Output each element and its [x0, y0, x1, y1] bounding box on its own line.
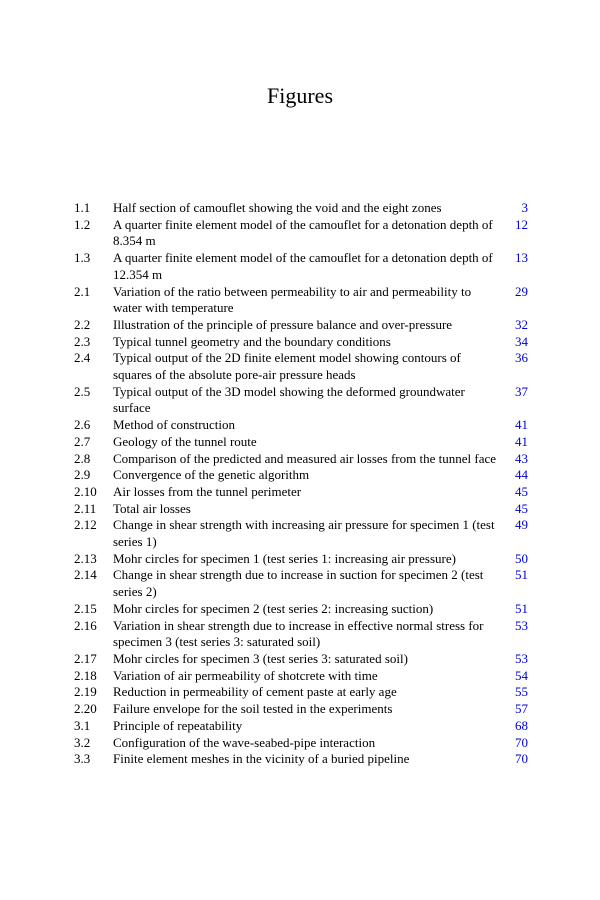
page-number-link[interactable]: 29	[515, 283, 528, 299]
page-number-link[interactable]: 51	[515, 567, 528, 583]
figure-caption: Principle of repeatability	[113, 717, 243, 733]
page-number-link[interactable]: 37	[515, 383, 528, 399]
page-number-link[interactable]: 41	[515, 417, 528, 433]
figure-caption: Change in shear strength with increasing air pressure for specimen 1 (test series 1)	[113, 517, 495, 550]
page-number-link[interactable]: 45	[515, 483, 528, 499]
figure-entry	[74, 484, 528, 501]
figure-caption: Finite element meshes in the vicinity of a buried pipeline	[113, 751, 410, 767]
page-number-link[interactable]: 12	[515, 216, 528, 232]
figure-number: 2.19	[74, 684, 97, 700]
figure-number: 2.16	[74, 617, 97, 633]
figure-entry	[74, 284, 528, 317]
figure-entry	[74, 384, 528, 417]
figure-number: 3.1	[74, 717, 91, 733]
figure-caption: A quarter finite element model of the camouflet for a detonation depth of 12.354 m	[113, 250, 493, 282]
figure-caption: Illustration of the principle of pressure balance and over-pressure	[113, 316, 453, 332]
figure-entry	[74, 451, 528, 468]
figure-number: 2.1	[74, 283, 91, 299]
figure-number: 2.2	[74, 316, 91, 332]
figure-number: 2.7	[74, 433, 91, 449]
figure-entry	[74, 567, 528, 600]
figure-entry	[74, 618, 528, 651]
figure-caption: Geology of the tunnel route	[113, 433, 257, 449]
page-number-link[interactable]: 54	[515, 667, 528, 683]
page-number-link[interactable]: 3	[521, 200, 528, 215]
figure-caption: Configuration of the wave-seabed-pipe interaction	[113, 734, 376, 750]
page-number-link[interactable]: 13	[515, 250, 528, 266]
figure-entry	[74, 350, 528, 383]
figure-number: 2.9	[74, 467, 91, 483]
figure-caption: Variation in shear strength due to increase in effective normal stress for specimen 3 (test series 3: saturated soil)	[113, 617, 484, 650]
page-number-link[interactable]: 55	[515, 684, 528, 700]
page-number-link[interactable]: 44	[515, 467, 528, 483]
figure-entry	[74, 467, 528, 484]
page-number-link[interactable]: 49	[515, 517, 528, 533]
page-number-link[interactable]: 53	[515, 617, 528, 633]
figure-caption: Failure envelope for the soil tested in the experiments	[113, 701, 393, 717]
page-title: Figures	[267, 83, 333, 108]
figure-entry	[74, 601, 528, 618]
figure-number: 2.18	[74, 667, 97, 683]
page-number-link[interactable]: 32	[515, 316, 528, 332]
figure-entry	[74, 501, 528, 518]
figure-caption: Typical output of the 3D model showing the deformed groundwater surface	[113, 383, 465, 416]
figure-entry	[74, 668, 528, 685]
figure-entry	[74, 317, 528, 334]
figure-number: 2.3	[74, 333, 91, 349]
figure-caption: Air losses from the tunnel perimeter	[113, 483, 302, 499]
figure-caption: Half section of camouflet showing the void and the eight zones	[113, 200, 442, 215]
figure-caption: Comparison of the predicted and measured air losses from the tunnel face	[113, 450, 497, 466]
page-number-link[interactable]: 50	[515, 550, 528, 566]
figure-entry	[74, 718, 528, 735]
page-number-link[interactable]: 34	[515, 333, 528, 349]
figure-number: 2.4	[74, 350, 91, 366]
figure-number: 2.11	[74, 500, 97, 516]
page-number-link[interactable]: 41	[515, 433, 528, 449]
page-number-link[interactable]: 45	[515, 500, 528, 516]
figure-entry	[74, 217, 528, 250]
list-of-figures	[74, 200, 528, 768]
figure-caption: Method of construction	[113, 417, 236, 433]
page-number-link[interactable]: 70	[515, 734, 528, 750]
figure-caption: A quarter finite element model of the camouflet for a detonation depth of 8.354 m	[113, 216, 493, 249]
page-number-link[interactable]: 57	[515, 701, 528, 717]
page-number-link[interactable]: 43	[515, 450, 528, 466]
figure-number: 2.20	[74, 701, 97, 717]
figure-number: 2.12	[74, 517, 97, 533]
figure-entry	[74, 551, 528, 568]
figure-entry	[74, 334, 528, 351]
figure-caption: Mohr circles for specimen 2 (test series 2: increasing suction)	[113, 600, 434, 616]
figure-entry	[74, 735, 528, 752]
figure-number: 2.17	[74, 650, 97, 666]
figure-entry	[74, 701, 528, 718]
figure-number: 2.13	[74, 550, 97, 566]
figure-entry	[74, 684, 528, 701]
figure-caption: Reduction in permeability of cement paste at early age	[113, 684, 397, 700]
figure-number: 2.6	[74, 417, 91, 433]
figure-entry	[74, 200, 528, 217]
figure-caption: Variation of the ratio between permeability to air and permeability to water with temperature	[113, 283, 472, 316]
figure-caption: Typical output of the 2D finite element model showing contours of squares of the absolute pore-air pressure heads	[113, 350, 461, 383]
figure-caption: Change in shear strength due to increase in suction for specimen 2 (test series 2)	[113, 567, 484, 600]
page-number-link[interactable]: 36	[515, 350, 528, 366]
figure-caption: Mohr circles for specimen 1 (test series 1: increasing air pressure)	[113, 550, 456, 566]
page-number-link[interactable]: 68	[515, 717, 528, 733]
figure-number: 1.2	[74, 216, 91, 232]
figure-number: 2.14	[74, 567, 97, 583]
page-number-link[interactable]: 51	[515, 600, 528, 616]
figure-number: 1.3	[74, 250, 91, 266]
figure-number: 3.2	[74, 734, 91, 750]
figure-caption: Total air losses	[113, 500, 191, 516]
figure-number: 1.1	[74, 200, 91, 215]
figure-caption: Variation of air permeability of shotcrete with time	[113, 667, 378, 683]
figure-entry	[74, 651, 528, 668]
figure-caption: Mohr circles for specimen 3 (test series 3: saturated soil)	[113, 650, 408, 666]
figure-entry	[74, 250, 528, 283]
figure-entry	[74, 751, 528, 768]
page-number-link[interactable]: 53	[515, 650, 528, 666]
figure-number: 2.8	[74, 450, 91, 466]
figure-caption: Convergence of the genetic algorithm	[113, 467, 310, 483]
figure-number: 2.5	[74, 383, 91, 399]
page-number-link[interactable]: 70	[515, 751, 528, 767]
figure-number: 2.15	[74, 600, 97, 616]
figure-entry	[74, 517, 528, 550]
figure-caption: Typical tunnel geometry and the boundary conditions	[113, 333, 391, 349]
figure-number: 3.3	[74, 751, 91, 767]
figure-number: 2.10	[74, 483, 97, 499]
figure-entry	[74, 434, 528, 451]
figure-entry	[74, 417, 528, 434]
